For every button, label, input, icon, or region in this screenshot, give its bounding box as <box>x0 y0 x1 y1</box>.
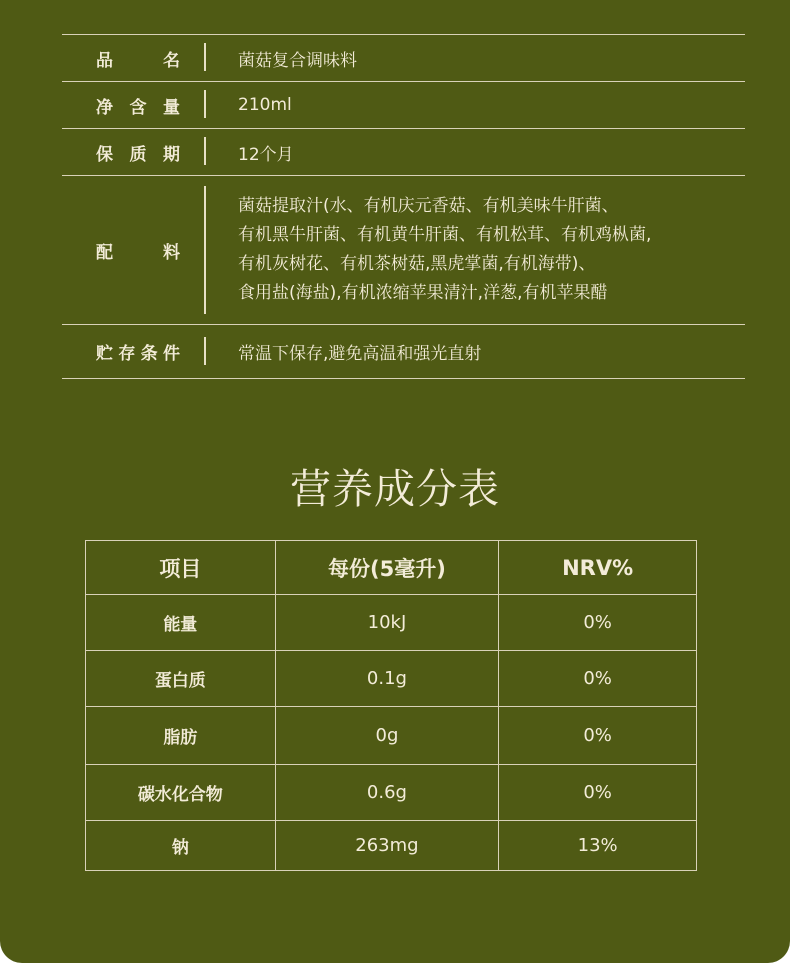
info-label-shelf-life <box>62 140 204 165</box>
header-per-serving: 每份(5毫升) <box>275 541 499 595</box>
product-info-table <box>62 34 745 379</box>
table-row <box>86 595 697 651</box>
info-row-shelf-life <box>62 128 745 175</box>
info-row-name <box>62 34 745 81</box>
nutrition-header-row <box>86 541 697 595</box>
table-row <box>86 821 697 871</box>
info-value-name: 菌菇复合调味料 <box>238 50 357 71</box>
label-char: 含 <box>129 97 147 118</box>
label-char: 条 <box>140 344 158 364</box>
label-char: 质 <box>129 144 147 165</box>
nutrient-nrv: 0% <box>499 707 697 765</box>
header-nrv: NRV% <box>499 541 697 595</box>
ingredients-line: 菌菇提取汁(水、有机庆元香菇、有机美味牛肝菌、 <box>238 196 619 216</box>
nutrient-name: 钠 <box>86 821 276 871</box>
info-row-net-content <box>62 81 745 128</box>
header-item: 项目 <box>86 541 276 595</box>
label-char: 量 <box>163 97 180 118</box>
info-value-ingredients <box>204 192 659 308</box>
ingredients-line: 有机灰树花、有机茶树菇,黑虎掌菌,有机海带)、 <box>238 254 596 274</box>
nutrient-amount: 0.6g <box>275 765 499 821</box>
nutrition-table <box>85 540 697 871</box>
divider <box>204 90 206 118</box>
label-char: 品 <box>96 50 113 71</box>
label-char: 期 <box>163 144 180 165</box>
label-char: 保 <box>96 144 113 165</box>
nutrient-amount: 263mg <box>275 821 499 871</box>
ingredients-line: 食用盐(海盐),有机浓缩苹果清汁,洋葱,有机苹果醋 <box>238 283 608 303</box>
info-row-storage <box>62 324 745 379</box>
divider <box>204 137 206 165</box>
nutrient-nrv: 0% <box>499 765 697 821</box>
label-char: 配 <box>96 242 113 263</box>
nutrition-title: 营养成分表 <box>290 465 500 513</box>
info-value-shelf-life: 12个月 <box>238 144 294 165</box>
info-value-net-content: 210ml <box>238 95 292 115</box>
ingredients-line: 有机黑牛肝菌、有机黄牛肝菌、有机松茸、有机鸡枞菌, <box>238 225 652 245</box>
info-value-storage: 常温下保存,避免高温和强光直射 <box>238 344 482 364</box>
nutrient-amount: 10kJ <box>275 595 499 651</box>
divider <box>204 186 206 314</box>
info-row-ingredients <box>62 175 745 324</box>
table-row <box>86 651 697 707</box>
nutrient-name: 能量 <box>86 595 276 651</box>
info-label-storage <box>62 339 204 364</box>
info-label-ingredients <box>62 238 204 263</box>
table-row <box>86 707 697 765</box>
label-char: 件 <box>162 344 180 364</box>
info-label-name <box>62 46 204 71</box>
nutrient-nrv: 0% <box>499 651 697 707</box>
nutrient-name: 碳水化合物 <box>86 765 276 821</box>
nutrient-name: 蛋白质 <box>86 651 276 707</box>
label-char: 贮 <box>96 344 113 364</box>
nutrient-nrv: 13% <box>499 821 697 871</box>
nutrient-amount: 0.1g <box>275 651 499 707</box>
nutrient-nrv: 0% <box>499 595 697 651</box>
label-char: 净 <box>96 97 113 118</box>
info-label-net-content <box>62 93 204 118</box>
label-char: 料 <box>163 242 180 263</box>
divider <box>204 337 206 365</box>
nutrient-name: 脂肪 <box>86 707 276 765</box>
label-char: 存 <box>118 344 136 364</box>
label-char: 名 <box>163 50 180 71</box>
divider <box>204 43 206 71</box>
nutrient-amount: 0g <box>275 707 499 765</box>
table-row <box>86 765 697 821</box>
